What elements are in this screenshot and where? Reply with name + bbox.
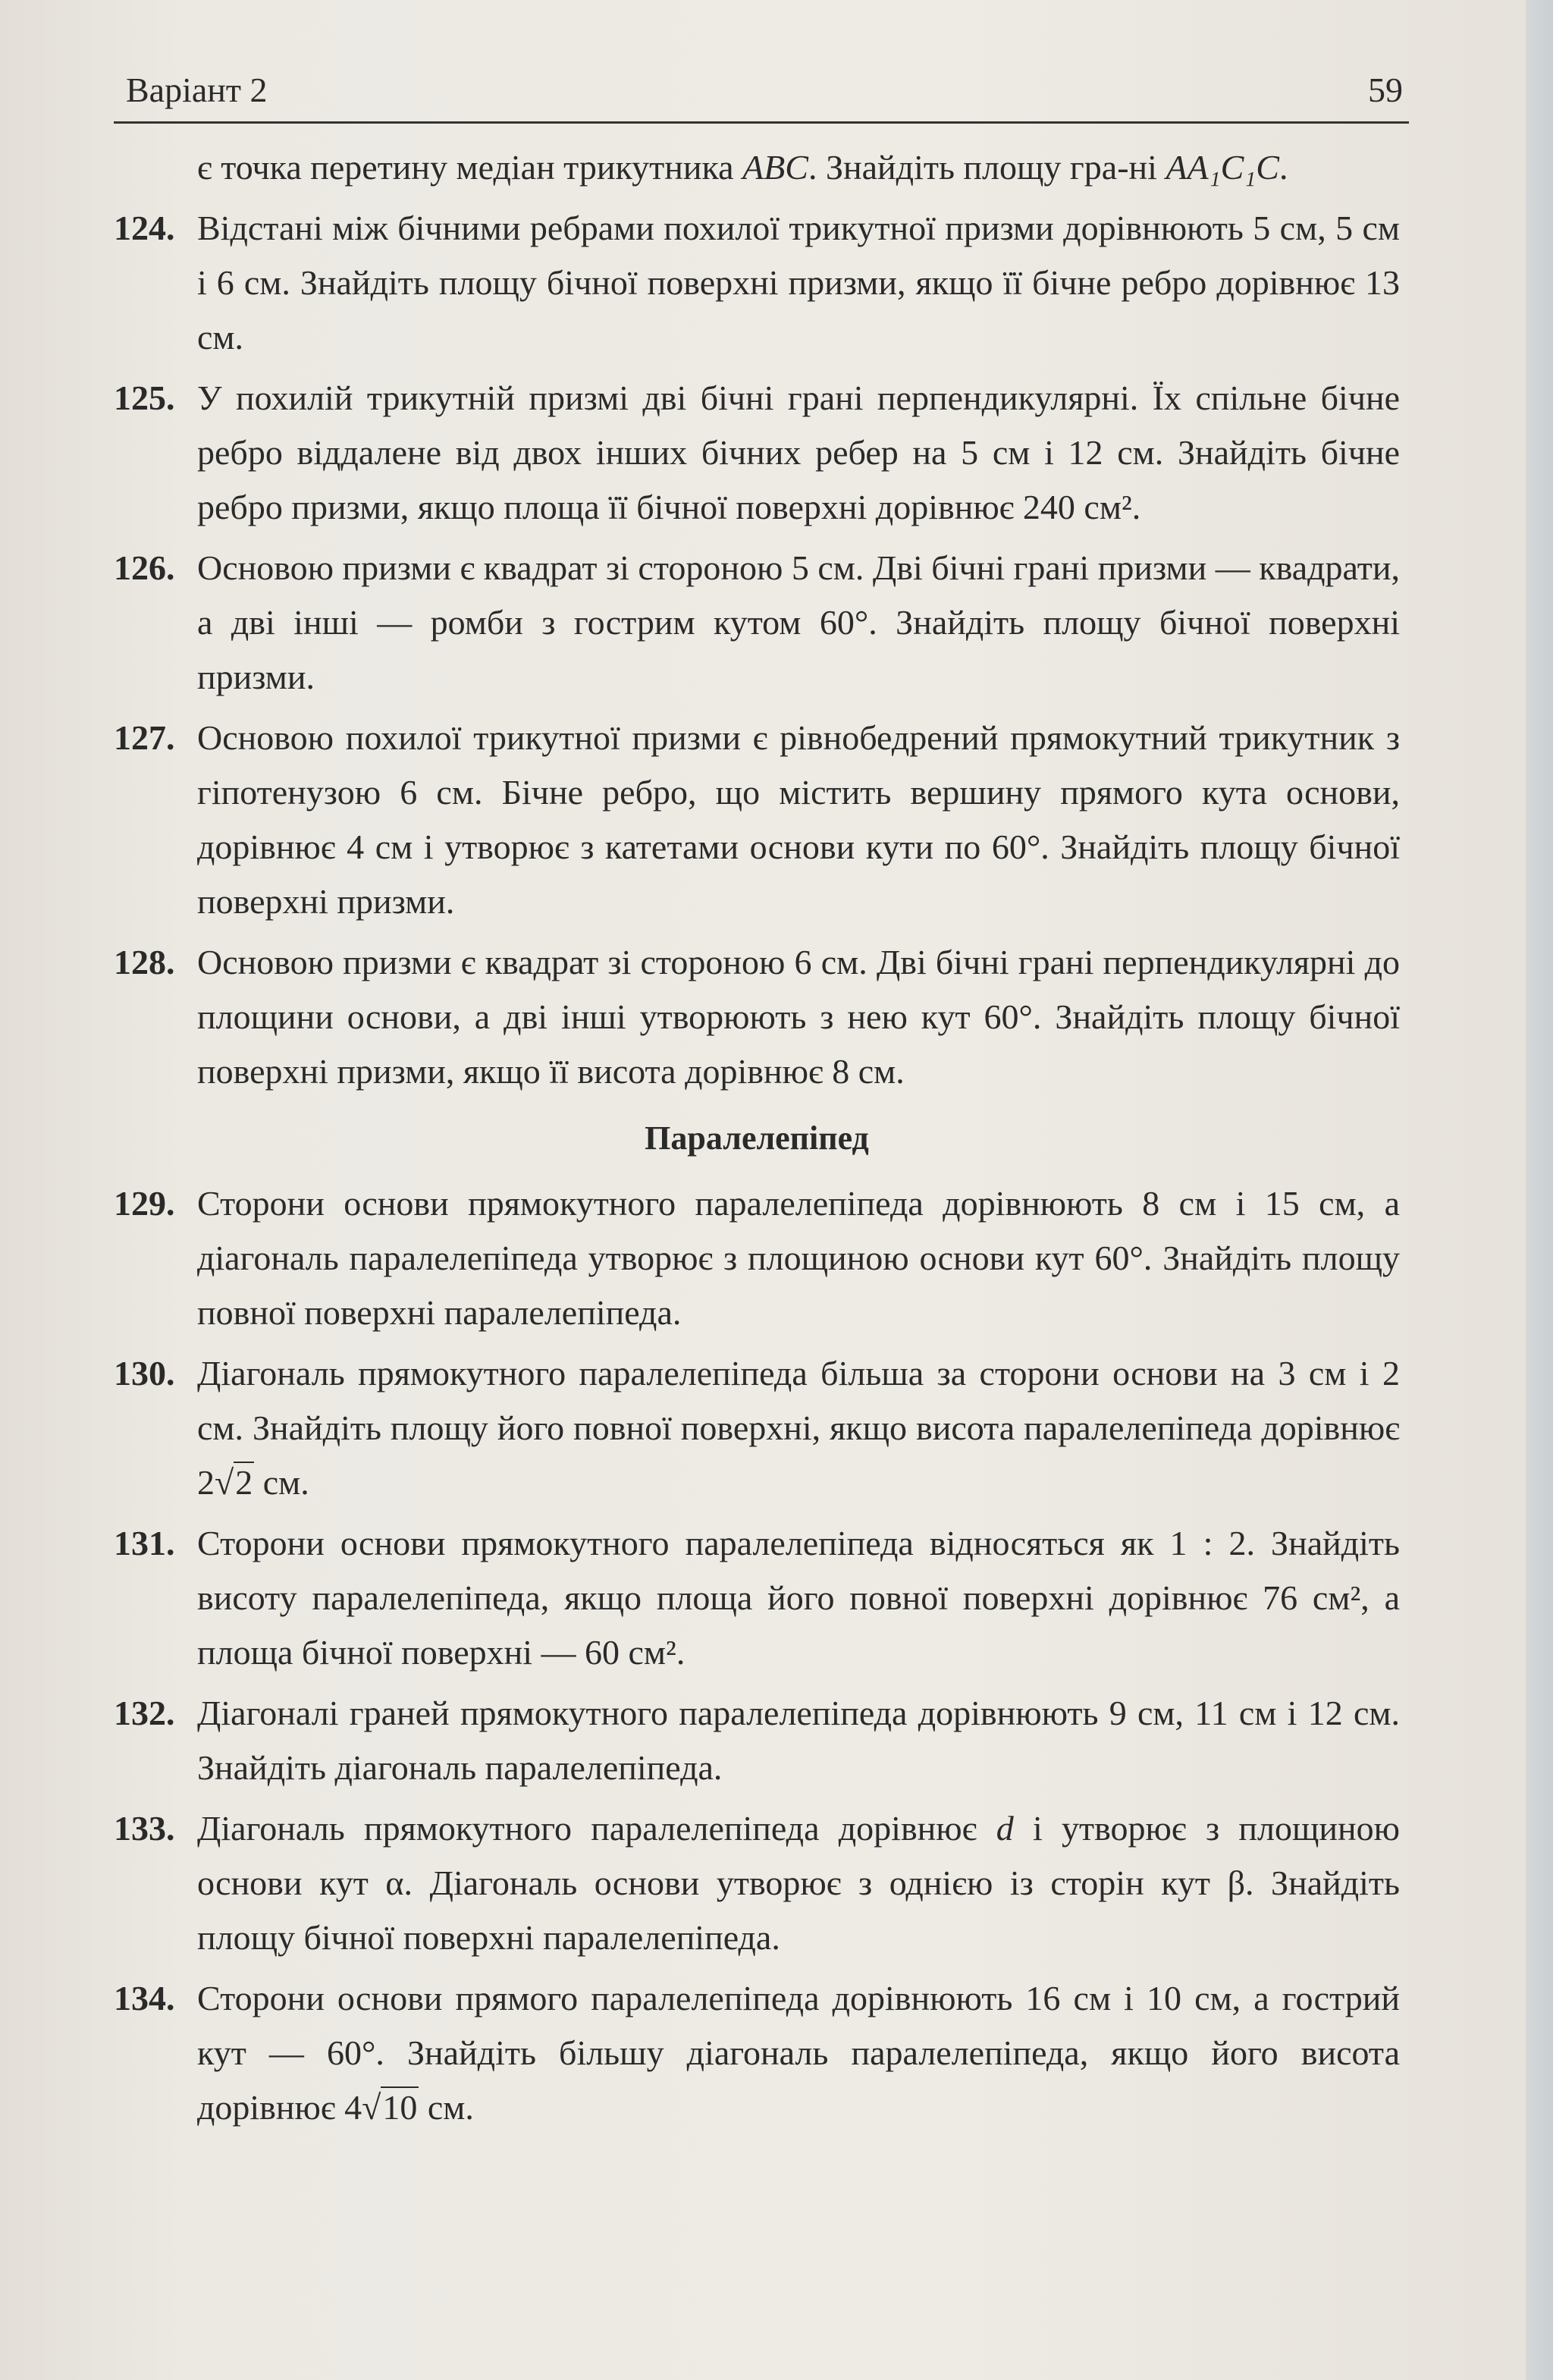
problem-text: Сторони основи прямого паралелепіпеда дорівнюють 16 см і 10 см, а гострий кут — 60°. Знайдіть більшу діагональ паралелепіпеда, якщо його висота дорівнює (197, 1979, 1400, 2127)
page-edge (1526, 0, 1553, 2380)
problem-text: У похилій трикутній призмі дві бічні грані перпендикулярні. Їх спільне бічне ребро віддалене від двох інших бічних ребер на 5 см і 12 см. Знайдіть бічне ребро призми, якщо площа її бічної поверхні дорівнює 240 см². (197, 378, 1400, 526)
problem-132 (114, 1686, 1400, 1795)
problem-text: Діагональ прямокутного паралелепіпеда дорівнює (197, 1809, 996, 1848)
running-title: Варіант 2 (126, 71, 268, 109)
problem-number: 124. (114, 209, 175, 247)
problem-text: Діагональ прямокутного паралелепіпеда більша за сторони основи на 3 см і 2 см. Знайдіть площу його повної поверхні, якщо висота паралелепіпеда дорівнює (197, 1354, 1400, 1447)
problem-number: 129. (114, 1184, 175, 1223)
problem-125 (114, 371, 1400, 535)
problem-124 (114, 201, 1400, 365)
problem-text-end: і утворює з площиною основи кут α. Діагональ основи утворює з однією із сторін кут β. Знайдіть площу бічної поверхні паралелепіпеда. (197, 1809, 1400, 1957)
problem-130 (114, 1346, 1400, 1510)
problem-text: Основою призми є квадрат зі стороною 6 см. Дві бічні грані перпендикулярні до площини основи, а дві інші утворюють з нею кут 60°. Знайдіть площу бічної поверхні призми, якщо її висота дорівнює 8 см. (197, 943, 1400, 1091)
problem-number: 134. (114, 1979, 175, 2017)
sqrt-symbol: √ (362, 2088, 381, 2127)
intro-text-b: . Знайдіть площу гра-ні (808, 148, 1166, 187)
page-content (114, 140, 1400, 2141)
page-number: 59 (1368, 71, 1403, 109)
header-rule (114, 121, 1409, 124)
problem-text: Сторони основи прямокутного паралелепіпеда відносяться як 1 : 2. Знайдіть висоту паралелепіпеда, якщо площа його повної поверхні дорівнює 76 см², а площа бічної поверхні — 60 см². (197, 1524, 1400, 1672)
problem-133 (114, 1801, 1400, 1965)
problem-129 (114, 1176, 1400, 1340)
problem-text-end: см. (419, 2088, 474, 2127)
continued-paragraph (114, 140, 1400, 195)
face-label: AA₁C₁C (1166, 148, 1279, 187)
problem-number: 130. (114, 1354, 175, 1393)
problem-number: 127. (114, 718, 175, 757)
problem-number: 128. (114, 943, 175, 981)
problem-131 (114, 1516, 1400, 1680)
sqrt-coefficient: 2 (197, 1463, 215, 1502)
problem-text: Діагоналі граней прямокутного паралелепіпеда дорівнюють 9 см, 11 см і 12 см. Знайдіть діагональ паралелепіпеда. (197, 1694, 1400, 1787)
problem-text: Основою призми є квадрат зі стороною 5 см. Дві бічні грані призми — квадрати, а дві інші — ромби з гострим кутом 60°. Знайдіть площу бічної поверхні призми. (197, 548, 1400, 696)
sqrt-radicand: 2 (235, 1463, 253, 1502)
problem-126 (114, 541, 1400, 705)
intro-text-a: є точка перетину медіан трикутника (197, 148, 743, 187)
problem-128 (114, 935, 1400, 1099)
problem-number: 132. (114, 1694, 175, 1732)
sqrt-coefficient: 4 (344, 2088, 362, 2127)
problem-text: Сторони основи прямокутного паралелепіпеда дорівнюють 8 см і 15 см, а діагональ паралелепіпеда утворює з площиною основи кут 60°. Знайдіть площу повної поверхні паралелепіпеда. (197, 1184, 1400, 1332)
sqrt-radicand: 10 (382, 2088, 418, 2127)
problem-number: 126. (114, 548, 175, 587)
sqrt-symbol: √ (215, 1463, 234, 1502)
problem-127 (114, 711, 1400, 929)
variable-d: d (996, 1809, 1014, 1848)
problem-134 (114, 1971, 1400, 2135)
problem-number: 133. (114, 1809, 175, 1848)
problem-text-end: см. (254, 1463, 309, 1502)
page-header (126, 70, 1403, 123)
section-heading: Паралелепіпед (645, 1119, 869, 1157)
problem-text: Відстані між бічними ребрами похилої трикутної призми дорівнюють 5 см, 5 см і 6 см. Знайдіть площу бічної поверхні призми, якщо її бічне ребро дорівнює 13 см. (197, 209, 1400, 356)
triangle-label: ABC (742, 148, 808, 187)
problem-number: 131. (114, 1524, 175, 1562)
problem-text: Основою похилої трикутної призми є рівнобедрений прямокутний трикутник з гіпотенузою 6 см. Бічне ребро, що містить вершину прямого кута основи, дорівнює 4 см і утворює з катетами основи кути по 60°. Знайдіть площу бічної поверхні призми. (197, 718, 1400, 921)
intro-text-c: . (1278, 148, 1288, 187)
problem-number: 125. (114, 378, 175, 417)
